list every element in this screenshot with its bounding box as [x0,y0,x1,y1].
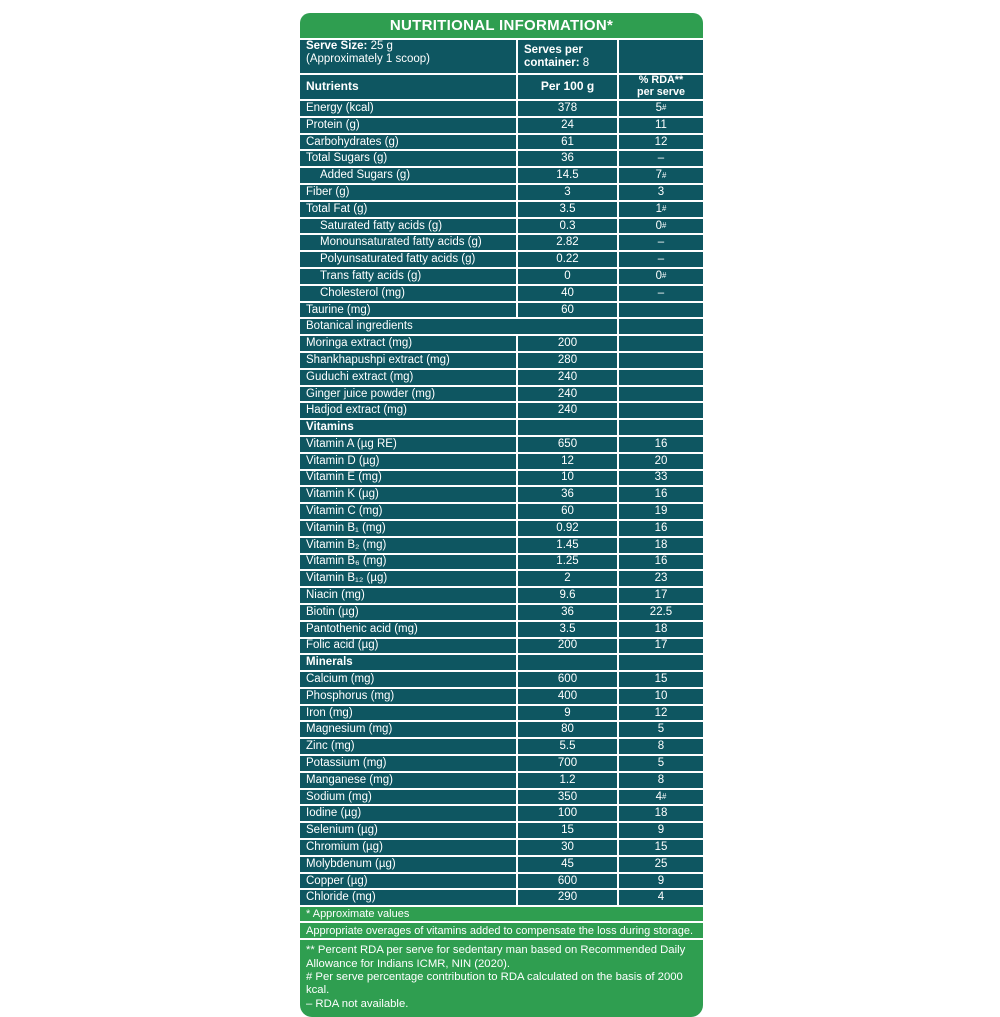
serve-info-row [300,40,703,73]
rda-value [619,303,703,318]
per-100g-value: 650 [518,437,617,452]
nutrient-row [300,168,703,183]
nutrient-label: Folic acid (µg) [300,639,516,654]
rda-value: 9 [619,874,703,889]
nutrient-label: Vitamin C (mg) [300,504,516,519]
rda-value: 25 [619,857,703,872]
nutrient-label: Saturated fatty acids (g) [300,219,516,234]
rda-value [619,353,703,368]
nutrient-row [300,387,703,402]
per-100g-value: 15 [518,823,617,838]
per-100g-value: 2.82 [518,235,617,250]
per-100g-value: 378 [518,101,617,116]
nutrient-label: Iron (mg) [300,706,516,721]
nutrient-row [300,588,703,603]
nutrient-row [300,555,703,570]
nutrient-label: Polyunsaturated fatty acids (g) [300,252,516,267]
nutrient-label: Monounsaturated fatty acids (g) [300,235,516,250]
rda-value: – [619,235,703,250]
nutrient-row [300,622,703,637]
nutrient-label: Total Fat (g) [300,202,516,217]
per-100g-value: 240 [518,403,617,418]
nutrient-label: Carbohydrates (g) [300,135,516,150]
column-header-row [300,75,703,99]
rda-value: – [619,151,703,166]
nutrient-label: Potassium (mg) [300,756,516,771]
nutrient-row [300,655,703,670]
rda-value: 16 [619,521,703,536]
per-100g-value: 14.5 [518,168,617,183]
serve-size-note: (Approximately 1 scoop) [306,52,430,65]
per-100g-value: 1.25 [518,555,617,570]
nutrient-row [300,151,703,166]
per-100g-value: 0 [518,269,617,284]
nutrient-label: Phosphorus (mg) [300,689,516,704]
nutrient-row [300,706,703,721]
nutrient-label: Botanical ingredients [300,319,617,334]
per-100g-value: 2 [518,571,617,586]
nutrient-label: Pantothenic acid (mg) [300,622,516,637]
nutrient-row [300,454,703,469]
rda-value: 5 # [619,101,703,116]
serve-row-empty-cell [619,40,703,73]
nutrient-label: Manganese (mg) [300,773,516,788]
rda-value [619,387,703,402]
rda-value: 16 [619,487,703,502]
nutrient-label: Cholesterol (mg) [300,286,516,301]
nutrient-row [300,571,703,586]
nutrient-label: Vitamin B₁ (mg) [300,521,516,536]
nutrient-row [300,823,703,838]
rda-value: 12 [619,135,703,150]
nutrient-row [300,672,703,687]
rda-value: 15 [619,672,703,687]
rda-value: 11 [619,118,703,133]
nutrient-label: Vitamin K (µg) [300,487,516,502]
per-100g-value: 12 [518,454,617,469]
nutrient-row [300,790,703,805]
nutrient-row [300,101,703,116]
nutrient-row [300,420,703,435]
nutrient-row [300,756,703,771]
rda-value: 4 # [619,790,703,805]
per-100g-value: 290 [518,890,617,905]
rda-value: 18 [619,806,703,821]
per-100g-value: 600 [518,874,617,889]
rda-value [619,655,703,670]
serve-size-label: Serve Size: [306,40,368,52]
per-100g-value: 3.5 [518,202,617,217]
nutrient-row [300,806,703,821]
approximate-values-note: * Approximate values [300,907,703,921]
per-100g-value: 200 [518,336,617,351]
nutrient-row [300,252,703,267]
nutrient-row [300,722,703,737]
nutrient-label: Chromium (µg) [300,840,516,855]
per-100g-value: 36 [518,487,617,502]
rda-value: 0 # [619,269,703,284]
nutrient-label: Protein (g) [300,118,516,133]
per-100g-value [518,420,617,435]
serves-per-container-value: 8 [579,56,590,69]
nutrient-row [300,202,703,217]
per-100g-value: 240 [518,370,617,385]
rda-header-line1: % RDA** [638,74,684,87]
nutrient-label: Sodium (mg) [300,790,516,805]
rda-footnote-hash: # Per serve percentage contribution to RDA calculated on the basis of 2000 kcal. [306,970,683,997]
per-100g-value [518,655,617,670]
nutrient-label: Vitamin B₆ (mg) [300,555,516,570]
per-100g-value: 0.3 [518,219,617,234]
per-100g-column-header: Per 100 g [518,75,617,99]
nutrient-label: Moringa extract (mg) [300,336,516,351]
rda-value: 17 [619,639,703,654]
rda-value: 8 [619,739,703,754]
nutrient-row [300,286,703,301]
nutrient-label: Guduchi extract (mg) [300,370,516,385]
per-100g-value: 600 [518,672,617,687]
rda-value: 15 [619,840,703,855]
nutrient-label: Shankhapushpi extract (mg) [300,353,516,368]
table-title-text: NUTRITIONAL INFORMATION* [389,17,614,34]
per-100g-value: 100 [518,806,617,821]
rda-value: 5 [619,722,703,737]
rda-value [619,370,703,385]
per-100g-value: 36 [518,605,617,620]
nutrient-label: Vitamin E (mg) [300,471,516,486]
nutrient-label: Hadjod extract (mg) [300,403,516,418]
rda-value: 3 [619,185,703,200]
nutrient-label: Vitamin D (µg) [300,454,516,469]
per-100g-value: 1.45 [518,538,617,553]
nutrient-label: Biotin (µg) [300,605,516,620]
serves-per-container-cell [518,40,617,73]
nutrient-label: Vitamin B₂ (mg) [300,538,516,553]
nutrient-row [300,890,703,905]
rda-value: 19 [619,504,703,519]
rda-value: 18 [619,538,703,553]
table-title [300,13,703,38]
per-100g-value: 200 [518,639,617,654]
per-100g-value: 60 [518,303,617,318]
nutrient-row [300,319,703,334]
rda-value: 16 [619,555,703,570]
rda-value [619,336,703,351]
nutrient-row [300,605,703,620]
rda-value: 1 # [619,202,703,217]
rda-footnote-block [300,940,703,1017]
rda-header-line2: per serve [636,86,686,98]
nutrient-label: Total Sugars (g) [300,151,516,166]
nutrient-label: Vitamin A (µg RE) [300,437,516,452]
rda-value: 12 [619,706,703,721]
rda-footnote-percent: ** Percent RDA per serve for sedentary man based on Recommended Daily Allowance for Indians ICMR, NIN (2020). [306,944,686,970]
nutrient-label: Energy (kcal) [300,101,516,116]
rda-value: – [619,286,703,301]
nutrient-label: Molybdenum (µg) [300,857,516,872]
rda-value: 33 [619,471,703,486]
nutrient-row [300,370,703,385]
nutrient-label: Vitamin B₁₂ (µg) [300,571,516,586]
rda-value: 4 [619,890,703,905]
rda-value [619,403,703,418]
nutrient-label: Taurine (mg) [300,303,516,318]
per-100g-value: 45 [518,857,617,872]
nutrient-label: Magnesium (mg) [300,722,516,737]
nutrient-label: Zinc (mg) [300,739,516,754]
rda-value: – [619,252,703,267]
rda-value: 8 [619,773,703,788]
rda-value: 17 [619,588,703,603]
nutrient-label: Added Sugars (g) [300,168,516,183]
serve-size-cell [300,40,516,73]
per-100g-value: 3 [518,185,617,200]
nutrient-row [300,874,703,889]
nutrient-label: Fiber (g) [300,185,516,200]
nutrient-label: Ginger juice powder (mg) [300,387,516,402]
per-100g-value: 10 [518,471,617,486]
nutrient-label: Niacin (mg) [300,588,516,603]
rda-value: 23 [619,571,703,586]
per-100g-value: 700 [518,756,617,771]
nutrient-label: Chloride (mg) [300,890,516,905]
per-100g-value: 36 [518,151,617,166]
nutrient-row [300,739,703,754]
rda-value: 18 [619,622,703,637]
overages-note: Appropriate overages of vitamins added to compensate the loss during storage. [300,923,703,938]
rda-value: 9 [619,823,703,838]
nutrient-row [300,303,703,318]
nutrient-label: Selenium (µg) [300,823,516,838]
nutrient-row [300,471,703,486]
nutrient-label: Trans fatty acids (g) [300,269,516,284]
per-100g-value: 9 [518,706,617,721]
nutrient-row [300,185,703,200]
rda-value: 0 # [619,219,703,234]
per-100g-value: 9.6 [518,588,617,603]
rda-value: 16 [619,437,703,452]
per-100g-value: 350 [518,790,617,805]
nutrient-label: Copper (µg) [300,874,516,889]
per-100g-value: 61 [518,135,617,150]
nutrient-row [300,135,703,150]
rda-value [619,319,703,334]
nutrient-label: Vitamins [300,420,516,435]
per-100g-value: 240 [518,387,617,402]
nutrient-row [300,403,703,418]
rda-value: 5 [619,756,703,771]
per-100g-value: 5.5 [518,739,617,754]
nutrient-row [300,504,703,519]
per-100g-value: 24 [518,118,617,133]
per-100g-value: 80 [518,722,617,737]
nutrient-row [300,219,703,234]
nutrient-row [300,235,703,250]
nutrient-row [300,521,703,536]
rda-value: 20 [619,454,703,469]
nutrient-row [300,487,703,502]
per-100g-value: 40 [518,286,617,301]
nutrient-row [300,269,703,284]
nutrients-column-header: Nutrients [300,75,516,99]
nutrient-label: Minerals [300,655,516,670]
nutrition-table [300,13,703,1017]
nutrient-row [300,336,703,351]
nutrient-row [300,538,703,553]
nutrient-row [300,118,703,133]
serve-size-value: 25 g [367,40,393,52]
nutrient-label: Iodine (µg) [300,806,516,821]
nutrient-row [300,857,703,872]
per-100g-value: 30 [518,840,617,855]
per-100g-value: 3.5 [518,622,617,637]
serve-size-line [306,40,512,53]
nutrient-row [300,353,703,368]
per-100g-value: 0.22 [518,252,617,267]
nutrient-label: Calcium (mg) [300,672,516,687]
nutrient-row [300,639,703,654]
nutrient-row [300,840,703,855]
rda-value: 7 # [619,168,703,183]
rda-value [619,420,703,435]
rda-column-header [619,75,703,99]
per-100g-value: 1.2 [518,773,617,788]
serves-per-container-line [524,44,613,70]
rda-value: 10 [619,689,703,704]
nutrient-row [300,773,703,788]
rda-value: 22.5 [619,605,703,620]
serves-per-container-label: Serves per container: [524,43,583,69]
per-100g-value: 400 [518,689,617,704]
nutrient-row [300,689,703,704]
rda-footnote-dash: – RDA not available. [306,997,409,1010]
per-100g-value: 60 [518,504,617,519]
nutrient-row [300,437,703,452]
per-100g-value: 280 [518,353,617,368]
per-100g-value: 0.92 [518,521,617,536]
